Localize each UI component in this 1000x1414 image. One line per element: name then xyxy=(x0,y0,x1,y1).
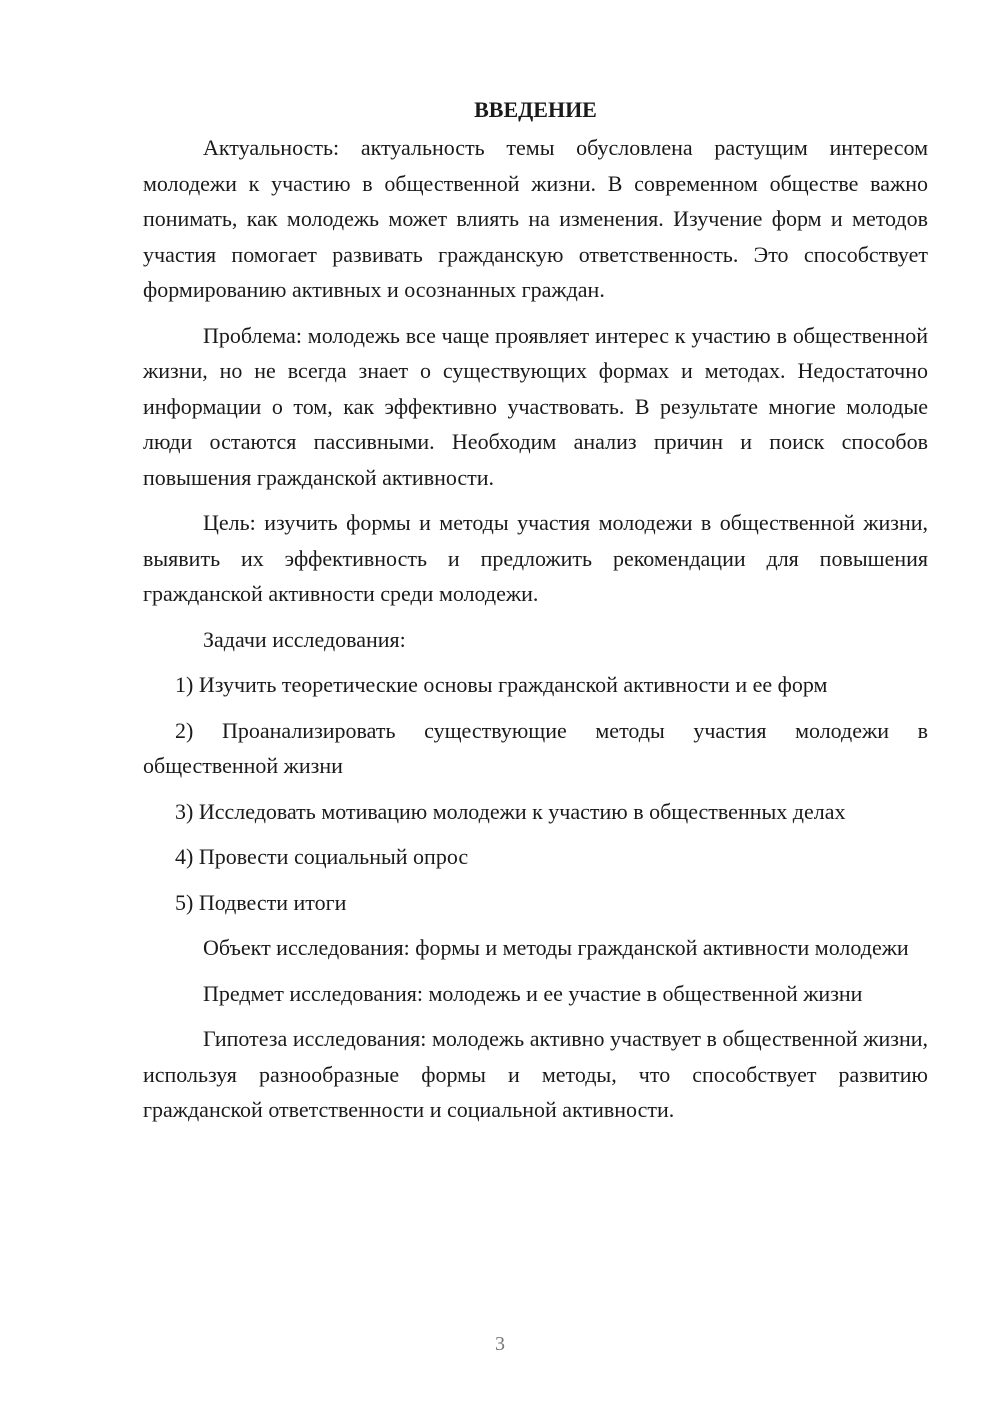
section-title: ВВЕДЕНИЕ xyxy=(474,97,597,122)
paragraph-hypothesis: Гипотеза исследования: молодежь активно участвует в общественной жизни, используя разнообразные формы и методы, что способствует развитию гражданской ответственности и социальной активности. xyxy=(143,1026,928,1122)
paragraph-object: Объект исследования: формы и методы гражданской активности молодежи xyxy=(203,935,909,960)
task-item-5: 5) Подвести итоги xyxy=(175,889,347,915)
task-item-2: 2) Проанализировать существующие методы участия молодежи в общественной жизни xyxy=(143,717,928,778)
paragraph-relevance: Актуальность: актуальность темы обусловлена растущим интересом молодежи к участию в общественной жизни. В современном обществе важно понимать, как молодежь может влиять на изменения. Изучение форм и методов участия помогает развивать гражданскую ответственность. Это способствует формированию активных и осознанных граждан. xyxy=(143,135,928,302)
paragraph-goal: Цель: изучить формы и методы участия молодежи в общественной жизни, выявить их эффективность и предложить рекомендации для повышения гражданской активности среди молодежи. xyxy=(143,510,928,606)
document-page xyxy=(143,92,928,1138)
task-item-1: 1) Изучить теоретические основы гражданской активности и ее форм xyxy=(175,672,828,697)
paragraph-subject: Предмет исследования: молодежь и ее участие в общественной жизни xyxy=(203,980,863,1006)
tasks-heading: Задачи исследования: xyxy=(203,626,406,652)
paragraph-problem: Проблема: молодежь все чаще проявляет интерес к участию в общественной жизни, но не всегда знает о существующих формах и методах. Недостаточно информации о том, как эффективно участвовать. В результате многие молодые люди остаются пассивными. Необходим анализ причин и поиск способов повышения гражданской активности. xyxy=(143,322,928,490)
task-item-3: 3) Исследовать мотивацию молодежи к участию в общественных делах xyxy=(175,798,846,824)
page-number: 3 xyxy=(495,1333,505,1355)
task-item-4: 4) Провести социальный опрос xyxy=(175,844,469,869)
